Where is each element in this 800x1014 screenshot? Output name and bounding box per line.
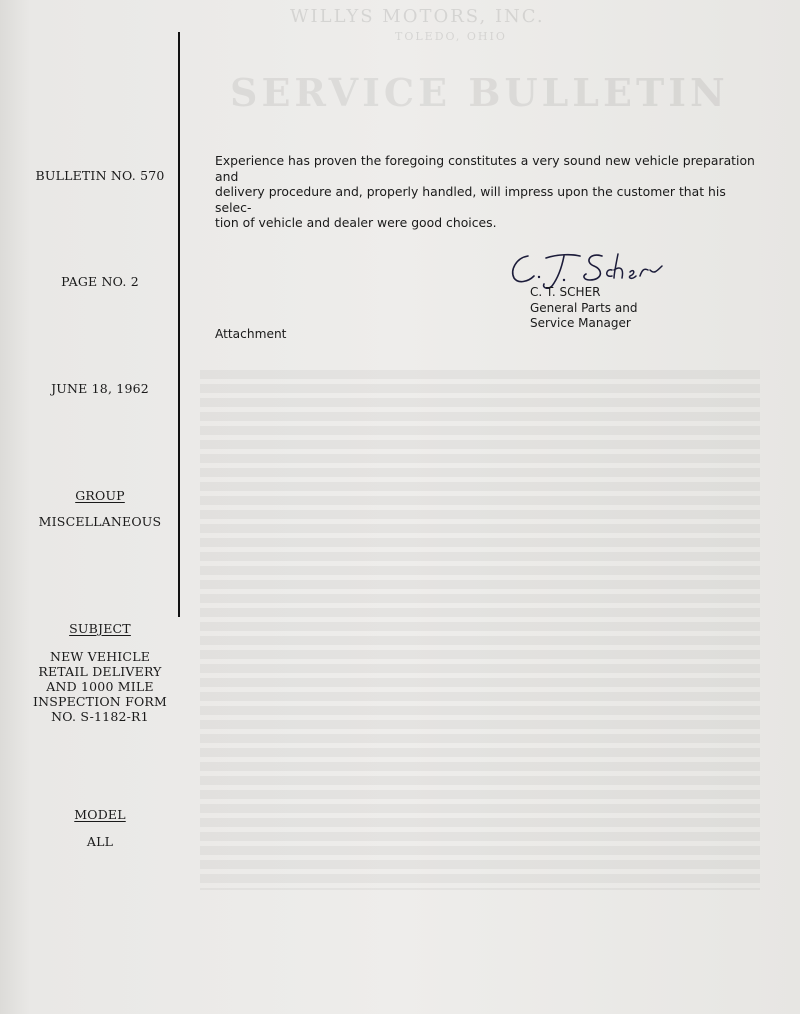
- subject-value: [18, 649, 182, 724]
- subject-line: NEW VEHICLE: [49, 649, 151, 664]
- subject-line: INSPECTION FORM: [32, 694, 168, 709]
- model-heading: MODEL: [74, 807, 126, 822]
- show-through-lines: [200, 370, 760, 890]
- model-value: ALL: [86, 834, 114, 849]
- paragraph-line: Experience has proven the foregoing constitutes a very sound new vehicle preparation and: [215, 153, 755, 184]
- subject-heading: SUBJECT: [69, 621, 131, 636]
- paragraph-line: delivery procedure and, properly handled, will impress upon the customer that his selec-: [215, 184, 726, 215]
- signature-block: [530, 285, 637, 332]
- attachment-note: Attachment: [215, 327, 287, 341]
- sidebar-divider: [178, 32, 180, 617]
- show-through-subheader: TOLEDO, OHIO: [395, 30, 507, 43]
- bulletin-number: BULLETIN NO. 570: [35, 168, 165, 183]
- subject-line: RETAIL DELIVERY: [38, 664, 162, 679]
- bulletin-date: JUNE 18, 1962: [51, 381, 149, 396]
- show-through-header: WILLYS MOTORS, INC.: [290, 6, 545, 27]
- group-value: MISCELLANEOUS: [38, 514, 162, 529]
- closing-paragraph: [215, 153, 755, 231]
- signer-title-line: General Parts and: [530, 300, 638, 315]
- signer-title-line: Service Manager: [530, 316, 631, 330]
- group-heading: GROUP: [75, 488, 125, 503]
- subject-line: AND 1000 MILE: [46, 679, 154, 694]
- subject-line: NO. S-1182-R1: [51, 709, 149, 724]
- signer-name: C. T. SCHER: [530, 285, 601, 299]
- show-through-banner: SERVICE BULLETIN: [230, 70, 729, 115]
- page-number: PAGE NO. 2: [61, 274, 139, 289]
- paragraph-line: tion of vehicle and dealer were good choices.: [215, 215, 497, 230]
